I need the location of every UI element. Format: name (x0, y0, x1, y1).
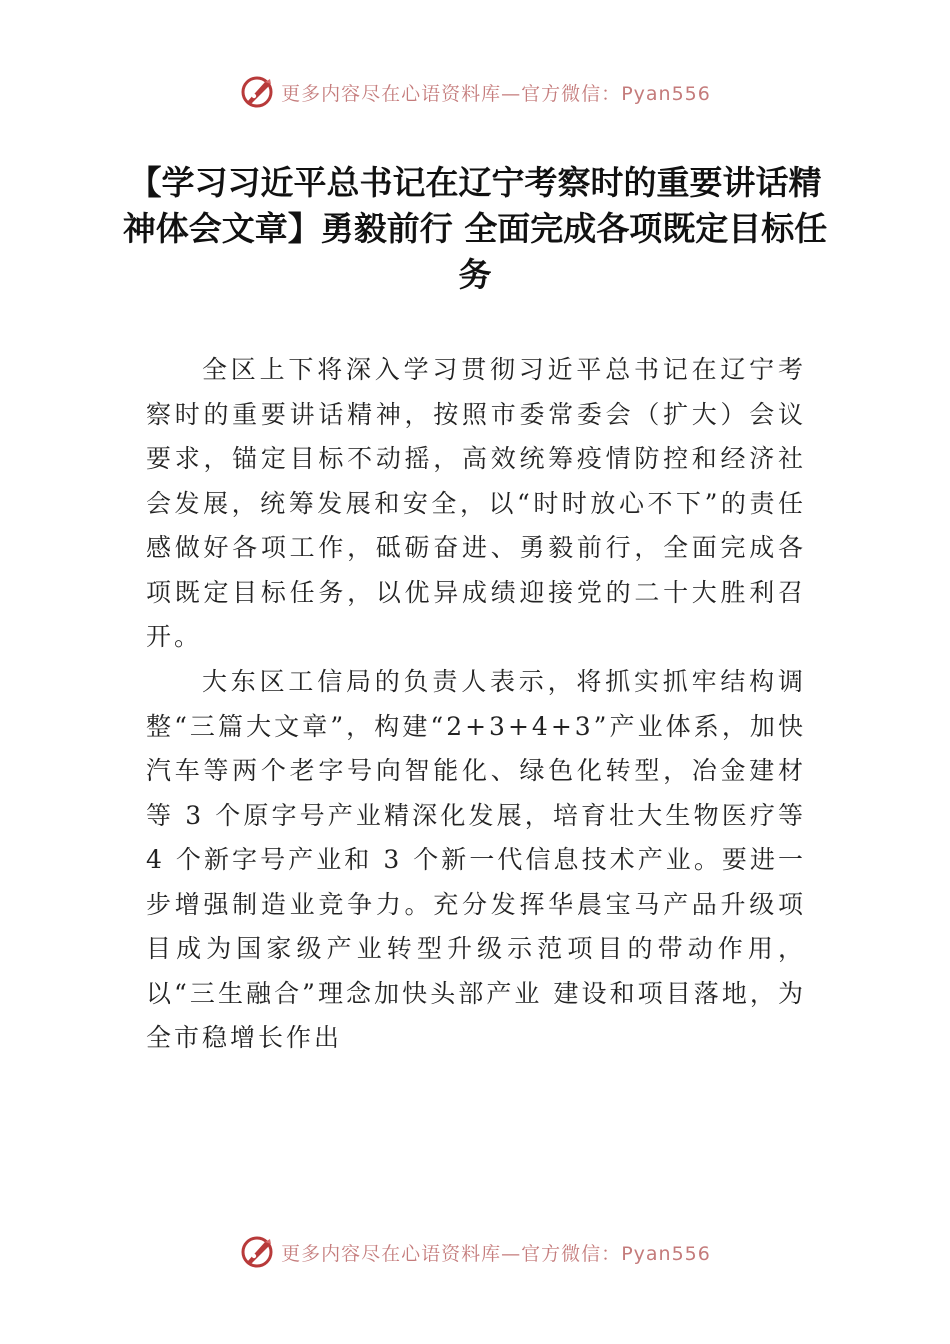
header-watermark-banner (0, 72, 950, 112)
watermark-account: Pyan556 (621, 82, 711, 105)
watermark-text (281, 1239, 711, 1266)
pen-nib-logo-icon (239, 74, 275, 110)
body-paragraph-2: 大东区工信局的负责人表示，将抓实抓牢结构调整“三篇大文章”，构建“2+3+4+3”产业体系，加快汽车等两个老字号向智能化、绿色化转型，冶金建材等 3 个原字号产业精深化发展，培育壮大生物医疗等 4 个新字号产业和 3 个新一代信息技术产业。要进一步增强制造业竞争力。充分发挥华晨宝马产品升级项目成为国家级产业转型升级示范项目的带动作用，以“三生融合”理念加快头部产业 建设和项目落地，为全市稳增长作出 (146, 667, 806, 1052)
document-title: 【学习习近平总书记在辽宁考察时的重要讲话精神体会文章】勇毅前行 全面完成各项既定目标任务 (122, 163, 828, 294)
footer-watermark-banner (0, 1232, 950, 1272)
watermark-account: Pyan556 (621, 1242, 711, 1265)
watermark-separator: — (501, 82, 522, 105)
watermark-label: 官方微信： (521, 1242, 622, 1265)
watermark-text (281, 79, 711, 106)
body-paragraph-1: 全区上下将深入学习贯彻习近平总书记在辽宁考察时的重要讲话精神，按照市委常委会（扩大）会议要求，锚定目标不动摇，高效统筹疫情防控和经济社会发展，统筹发展和安全，以“时时放心不下”的责任感做好各项工作，砥砺奋进、勇毅前行，全面完成各项既定目标任务，以优异成绩迎接党的二十大胜利召开。 (146, 355, 806, 651)
watermark-label: 官方微信： (521, 82, 622, 105)
pen-nib-logo-icon (239, 1234, 275, 1270)
watermark-main-text: 更多内容尽在心语资料库 (281, 1242, 502, 1265)
watermark-main-text: 更多内容尽在心语资料库 (281, 82, 502, 105)
watermark-separator: — (501, 1242, 522, 1265)
